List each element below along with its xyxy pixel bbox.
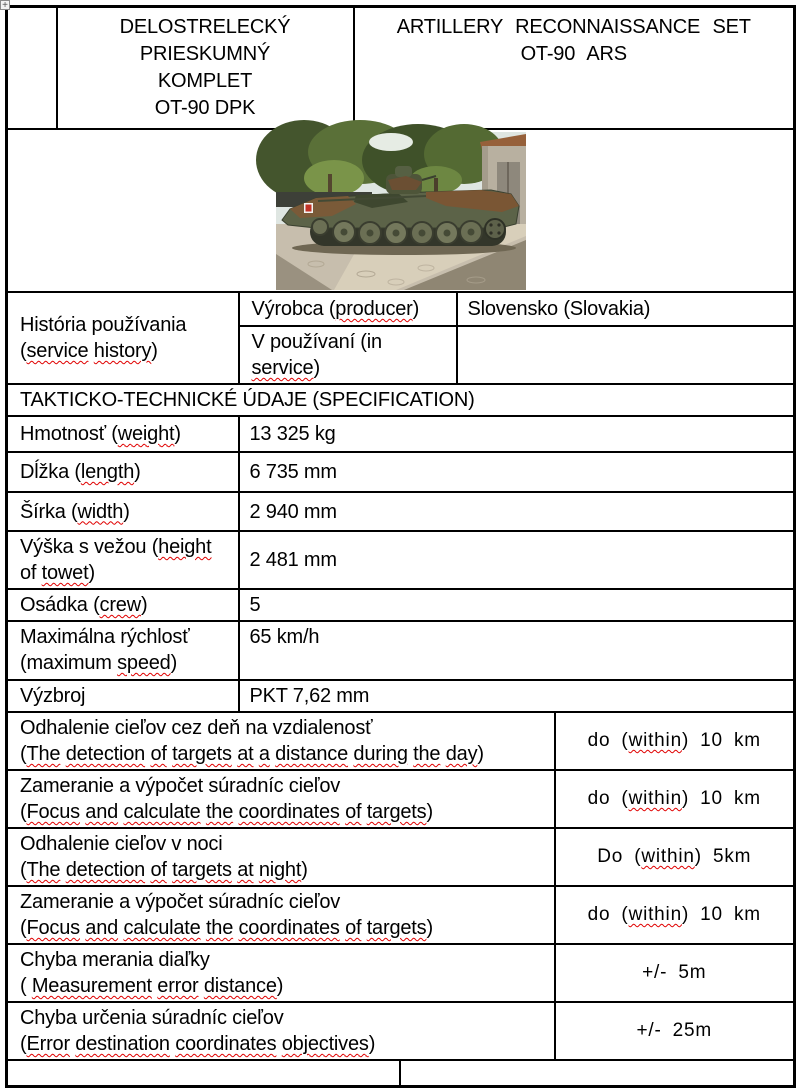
spec-label: Výška s vežou (height of towet) — [20, 536, 212, 584]
capability-value: +/- 5m — [642, 962, 707, 983]
capability-label-en: (The detection of targets at night) — [20, 859, 308, 881]
capability-value-cell[interactable] — [555, 1002, 795, 1060]
spec-label-cell[interactable] — [7, 589, 239, 621]
spec-value-cell[interactable] — [239, 621, 795, 680]
spec-label: Osádka (crew) — [20, 594, 148, 616]
table-move-handle-icon[interactable]: + — [0, 0, 10, 10]
capability-value-cell[interactable] — [555, 886, 795, 944]
spec-label-cell[interactable] — [7, 621, 239, 680]
spec-label: Šírka (width) — [20, 500, 130, 523]
capability-label-cell[interactable] — [7, 886, 555, 944]
spec-value: 65 km/h — [249, 626, 320, 648]
title-en-line1: ARTILLERY RECONNAISSANCE SET — [396, 16, 751, 38]
capability-value-cell[interactable] — [555, 944, 795, 1002]
spec-row-crew — [7, 589, 795, 621]
spec-value: 13 325 kg — [249, 423, 336, 445]
section-title: TAKTICKO-TECHNICKÉ ÚDAJE (SPECIFICATION) — [20, 389, 475, 411]
capability-row-measurement-error — [7, 944, 795, 1002]
capability-row-coordinates-error — [7, 1002, 795, 1060]
capability-label-en: (Focus and calculate the coordinates of targets) — [20, 801, 433, 823]
spec-value-cell[interactable] — [239, 492, 795, 531]
partial-row-cell[interactable] — [7, 1060, 400, 1087]
capability-label-cell[interactable] — [7, 828, 555, 886]
capability-value-cell[interactable] — [555, 712, 795, 770]
spec-label: Dĺžka (length) — [20, 461, 141, 483]
in-service-label: V používaní (in service) — [251, 331, 382, 379]
spec-value-cell[interactable] — [239, 531, 795, 589]
capability-label-en: ( Measurement error distance) — [20, 975, 284, 997]
capability-value: Do (within) 5km — [597, 846, 752, 867]
spec-value: 5 — [249, 594, 261, 616]
in-service-value-cell[interactable] — [457, 326, 795, 384]
vehicle-photo-image — [276, 132, 526, 290]
service-history-label: História používania (service history) — [20, 314, 187, 362]
title-sk-line2: KOMPLET — [157, 70, 253, 92]
producer-value: Slovensko (Slovakia) — [467, 298, 651, 320]
spec-value: 2 940 mm — [249, 500, 337, 523]
title-english-cell[interactable] — [354, 7, 795, 130]
spec-row-length — [7, 452, 795, 492]
spec-label: Maximálna rýchlosť (maximum speed) — [20, 626, 190, 674]
capability-label-cell[interactable] — [7, 770, 555, 828]
producer-label-cell[interactable] — [239, 292, 457, 326]
spec-value-cell[interactable] — [239, 452, 795, 492]
section-title-cell[interactable] — [7, 384, 795, 416]
partial-row-cell[interactable] — [400, 1060, 795, 1087]
capability-label-en: (The detection of targets at a distance during the day) — [20, 743, 484, 765]
capability-label-sk: Odhalenie cieľov cez deň na vzdialenosť — [20, 717, 373, 739]
spec-label-cell[interactable] — [7, 416, 239, 452]
title-empty-cell[interactable] — [7, 7, 57, 130]
capability-label-cell[interactable] — [7, 712, 555, 770]
capability-label-sk: Chyba merania diaľky — [20, 949, 210, 971]
spec-label-cell[interactable] — [7, 680, 239, 712]
spec-label-cell[interactable] — [7, 492, 239, 531]
producer-value-cell[interactable] — [457, 292, 795, 326]
capability-value: +/- 25m — [636, 1020, 713, 1041]
section-title-row — [7, 384, 795, 416]
partial-bottom-row — [7, 1060, 795, 1087]
capability-label-en: (Focus and calculate the coordinates of targets) — [20, 917, 433, 939]
spec-label-cell[interactable] — [7, 452, 239, 492]
capability-value: do (within) 10 km — [587, 788, 761, 809]
title-en-line2: OT-90 ARS — [520, 43, 627, 65]
producer-label: Výrobca (producer) — [251, 298, 420, 320]
spec-row-armament — [7, 680, 795, 712]
spec-value-cell[interactable] — [239, 589, 795, 621]
photo-row — [7, 129, 795, 292]
spec-value-cell[interactable] — [239, 680, 795, 712]
history-row-producer — [7, 292, 795, 326]
spec-value: 2 481 mm — [249, 549, 337, 571]
capability-value: do (within) 10 km — [587, 730, 761, 751]
capability-value-cell[interactable] — [555, 828, 795, 886]
title-slovak-cell[interactable] — [57, 7, 354, 130]
spec-value: PKT 7,62 mm — [249, 685, 370, 707]
spec-value: 6 735 mm — [249, 461, 337, 483]
capability-row-detection-day — [7, 712, 795, 770]
capability-label-cell[interactable] — [7, 1002, 555, 1060]
capability-label-sk: Odhalenie cieľov v noci — [20, 833, 223, 855]
photo-cell[interactable] — [7, 129, 795, 292]
service-history-label-cell[interactable] — [7, 292, 239, 384]
capability-value: do (within) 10 km — [587, 904, 761, 925]
spec-table — [5, 5, 796, 1088]
capability-label-sk: Zameranie a výpočet súradníc cieľov — [20, 891, 341, 913]
capability-label-sk: Chyba určenia súradníc cieľov — [20, 1007, 284, 1029]
capability-label-en: (Error destination coordinates objectives) — [20, 1033, 376, 1055]
title-sk-line3: OT-90 DPK — [154, 97, 256, 119]
in-service-label-cell[interactable] — [239, 326, 457, 384]
spec-row-weight — [7, 416, 795, 452]
capability-row-detection-night — [7, 828, 795, 886]
capability-label-cell[interactable] — [7, 944, 555, 1002]
spec-label-cell[interactable] — [7, 531, 239, 589]
spec-row-speed — [7, 621, 795, 680]
spec-label: Hmotnosť (weight) — [20, 423, 181, 445]
spec-label: Výzbroj — [20, 685, 86, 707]
spec-row-height — [7, 531, 795, 589]
capability-row-focus-2 — [7, 886, 795, 944]
capability-label-sk: Zameranie a výpočet súradníc cieľov — [20, 775, 341, 797]
capability-value-cell[interactable] — [555, 770, 795, 828]
capability-row-focus-1 — [7, 770, 795, 828]
title-row — [7, 7, 795, 130]
spec-row-width — [7, 492, 795, 531]
title-sk-line1: DELOSTRELECKÝ PRIESKUMNÝ — [119, 16, 291, 65]
spec-value-cell[interactable] — [239, 416, 795, 452]
